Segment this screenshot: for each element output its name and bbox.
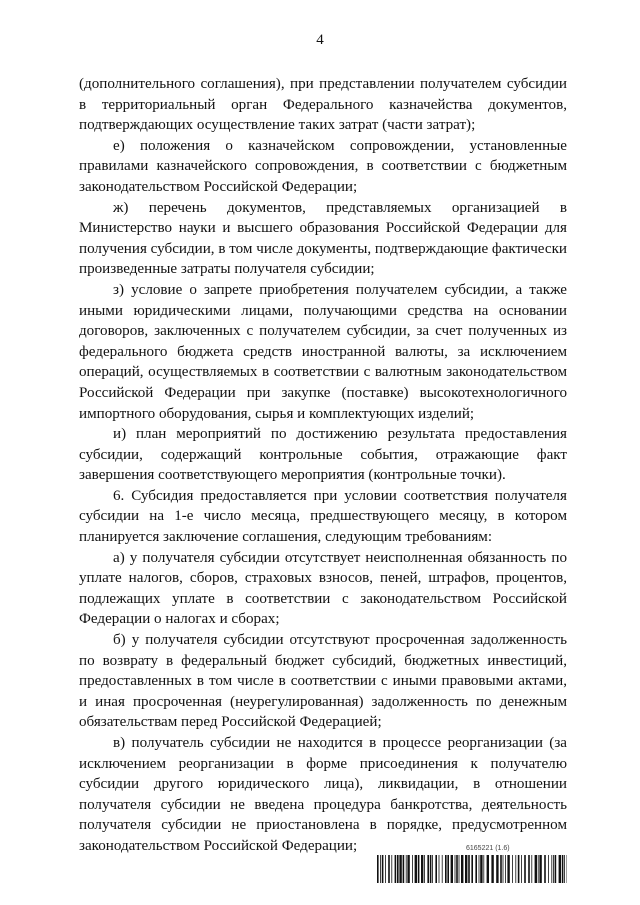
paragraph-item-b: б) у получателя субсидии отсутствуют просроченная задолженность по возврату в федеральный бюджет субсидий, бюджетных инвестиций, предоставленных в том числе в соответствии с иными правовыми актами, и иная просроченная (неурегулированная) задолженность по денежным обязательствам перед Российской Федерацией;	[79, 632, 567, 731]
barcode-bar	[395, 855, 397, 883]
barcode-bar	[424, 855, 425, 883]
barcode-bar	[459, 855, 460, 883]
barcode-bar	[500, 855, 502, 883]
barcode-bar	[461, 855, 463, 883]
barcode-bar	[435, 855, 437, 883]
barcode-bar	[427, 855, 429, 883]
barcode-bar	[430, 855, 432, 883]
barcode-bar	[551, 855, 552, 883]
barcode-bar	[468, 855, 470, 883]
barcode-bar	[447, 855, 449, 883]
barcode-bar	[475, 855, 477, 883]
barcode-bar	[553, 855, 554, 883]
barcode-bar	[471, 855, 473, 883]
paragraph-item-z: з) условие о запрете приобретения получателем субсидии, а также иными юридическими лицами, получающими средства на основании договоров, заключенных с получателем субсидии, за счет полученных из федерального бюджета средств иностранной валюты, за исключением операций, осуществляемых в соответствии с валютным законодательством Российской Федерации при закупке (поставке) высокотехнологичного импортного оборудования, сырья и комплектующих изделий;	[79, 281, 567, 422]
barcode-bar	[445, 855, 447, 883]
barcode-bar	[559, 855, 561, 883]
barcode-bar	[528, 855, 530, 883]
barcode-bar	[544, 855, 546, 883]
barcode-bar	[439, 855, 440, 883]
paragraph-item-i: и) план мероприятий по достижению результата предоставления субсидии, содержащий контрольные события, отражающие факт завершения соответствующего мероприятия (контрольные точки).	[79, 426, 567, 484]
barcode-bar	[380, 855, 381, 883]
paragraph-item-zh: ж) перечень документов, представляемых организацией в Министерство науки и высшего образования Российской Федерации для получения субсидии, в том числе документы, подтверждающие фактически произведенные затраты получателя субсидии;	[79, 199, 567, 278]
barcode-bar	[442, 855, 443, 883]
document-body	[79, 74, 567, 857]
paragraph-continuation: (дополнительного соглашения), при представлении получателем субсидии в территориальный орган Федерального казначейства документов, подтверждающих осуществление таких затрат (части затрат);	[79, 76, 567, 134]
barcode-bar	[412, 855, 413, 883]
barcode-bar	[539, 855, 541, 883]
paragraph-item-v: в) получатель субсидии не находится в процессе реорганизации (за исключением реорганизации в форме присоединения к получателю субсидии другого юридического лица), ликвидации, в отношении получателя субсидии не введена процедура банкротства, деятельность получателя субсидии не приостановлена в порядке, предусмотренном законодательством Российской Федерации;	[79, 735, 567, 854]
barcode-bar	[456, 855, 458, 883]
barcode-bar	[415, 855, 417, 883]
barcode-bar	[555, 855, 557, 883]
barcode-bar	[385, 855, 386, 883]
barcode-bar	[397, 855, 399, 883]
barcode-bar	[388, 855, 390, 883]
barcode-bar	[406, 855, 407, 883]
barcode-bar	[503, 855, 504, 883]
barcode-bar	[455, 855, 456, 883]
barcode-bar	[487, 855, 489, 883]
barcode-bar	[496, 855, 498, 883]
paragraph-item-a: а) у получателя субсидии отсутствует неисполненная обязанность по уплате налогов, сборов, страховых взносов, пеней, штрафов, процентов, подлежащих уплате в соответствии с законодательством Российской Федерации о налогах и сборах;	[79, 549, 567, 628]
barcode-bar	[535, 855, 537, 883]
barcode-bar	[505, 855, 506, 883]
page-number: 4	[316, 32, 324, 48]
barcode-bar	[562, 855, 564, 883]
barcode-number: 6165221 (1.6)	[466, 845, 510, 852]
barcode-bar	[538, 855, 539, 883]
barcode-bar	[480, 855, 482, 883]
barcode-bar	[524, 855, 526, 883]
barcode-bar	[403, 855, 405, 883]
barcode-bar	[382, 855, 384, 883]
barcode-bar	[479, 855, 480, 883]
barcode-bar	[465, 855, 467, 883]
paragraph-clause-6: 6. Субсидия предоставляется при условии соответствия получателя субсидии на 1-е число месяца, предшествующего месяцу, в котором планируется заключение соглашения, следующим требованиям:	[79, 487, 567, 546]
barcode-bar	[421, 855, 423, 883]
barcode-bar	[548, 855, 549, 883]
barcode-bar	[432, 855, 433, 883]
barcode-bar	[512, 855, 513, 883]
barcode-bar	[451, 855, 453, 883]
barcode-bar	[377, 855, 379, 883]
barcode-bar	[531, 855, 532, 883]
barcode-bar	[518, 855, 520, 883]
barcode-bar	[521, 855, 522, 883]
barcode-bar	[483, 855, 484, 883]
barcode-bar	[491, 855, 493, 883]
barcode-bar	[407, 855, 409, 883]
barcode-bar	[507, 855, 509, 883]
barcode-bar	[564, 855, 565, 883]
barcode-bar	[418, 855, 420, 883]
barcode-bar	[515, 855, 516, 883]
barcode-image	[377, 855, 567, 883]
barcode-bar	[391, 855, 392, 883]
paragraph-item-e: е) положения о казначейском сопровождении, установленные правилами казначейского сопровождения, в соответствии с бюджетным законодательством Российской Федерации;	[79, 137, 567, 195]
barcode-bar	[399, 855, 401, 883]
